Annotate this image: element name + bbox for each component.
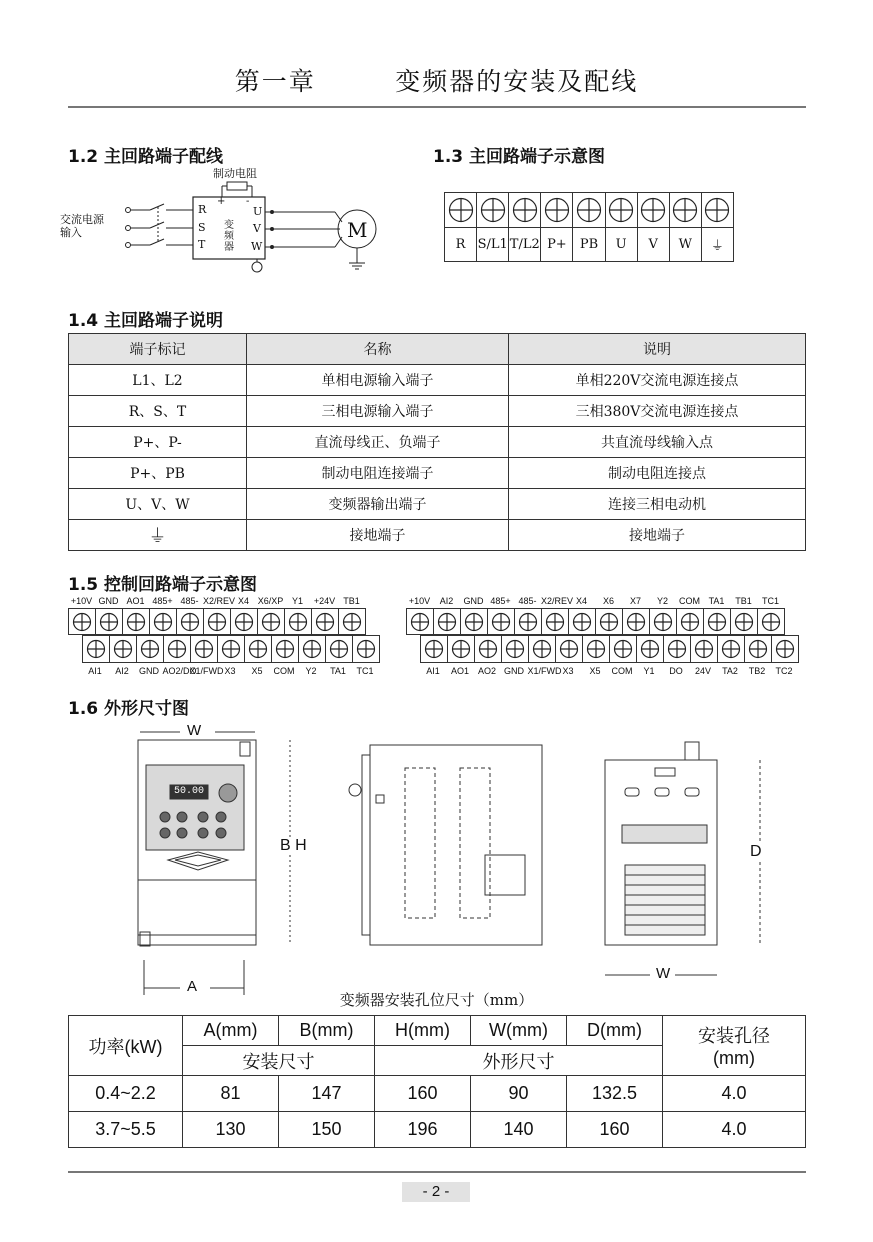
dimension-caption: 变频器安装孔位尺寸（mm） <box>339 991 534 1009</box>
control-terminal-label: AI1 <box>426 666 440 676</box>
control-terminal-label: COM <box>611 666 633 676</box>
control-terminal <box>475 636 502 663</box>
screw-icon <box>586 639 606 659</box>
screw-icon <box>140 639 160 659</box>
screw-icon <box>207 612 227 632</box>
screw-icon <box>704 197 730 223</box>
table-cell: 制动电阻连接端子 <box>247 458 509 489</box>
table-cell: L1、L2 <box>69 365 247 396</box>
control-terminal <box>164 636 191 663</box>
hole-header-line1: 安装孔径 <box>698 1026 770 1046</box>
page-number: - 2 - <box>402 1182 470 1202</box>
control-terminal <box>110 636 137 663</box>
main-terminal-6 <box>638 193 670 261</box>
section-1-4-heading: 1.4 主回路端子说明 <box>68 311 224 331</box>
main-terminal-2 <box>509 193 541 261</box>
control-terminal <box>218 636 245 663</box>
outline-group-header: 外形尺寸 <box>375 1046 663 1076</box>
table-header-row <box>69 334 806 365</box>
control-terminal <box>502 636 529 663</box>
control-terminal-label: +24V <box>313 596 336 606</box>
power-header: 功率(kW) <box>69 1016 183 1076</box>
control-terminal-label: AO1 <box>126 596 145 606</box>
screw-icon <box>640 639 660 659</box>
screw-icon <box>275 639 295 659</box>
control-terminal-label: GND <box>139 666 159 676</box>
dimension-table <box>68 1015 806 1148</box>
screw-icon <box>576 197 602 223</box>
table-cell: 变频器输出端子 <box>247 489 509 520</box>
dim-cell: 90 <box>471 1076 567 1112</box>
screw-icon <box>721 639 741 659</box>
control-terminal <box>623 608 650 635</box>
control-terminal-label: AI2 <box>439 596 454 606</box>
control-terminal <box>529 636 556 663</box>
screw-icon <box>288 612 308 632</box>
control-terminal-label: X5 <box>589 666 601 676</box>
dim-cell: 4.0 <box>663 1112 806 1148</box>
control-terminal <box>691 636 718 663</box>
screw-icon <box>518 612 538 632</box>
control-terminal-label: COM <box>273 666 295 676</box>
table-cell: 单相220V交流电源连接点 <box>509 365 806 396</box>
control-terminal <box>123 608 150 635</box>
control-terminal-label: +10V <box>70 596 93 606</box>
control-terminal-label: Y2 <box>305 666 317 676</box>
control-terminal <box>312 608 339 635</box>
screw-icon <box>545 612 565 632</box>
main-terminal-label: W <box>678 237 692 252</box>
screw-icon <box>599 612 619 632</box>
control-terminal-label: TB1 <box>735 596 752 606</box>
screw-icon <box>613 639 633 659</box>
terminal-v-label: V <box>253 222 261 235</box>
screw-icon <box>512 197 538 223</box>
dim-cell: 130 <box>183 1112 279 1148</box>
screw-icon <box>491 612 511 632</box>
table-cell: P+、PB <box>69 458 247 489</box>
dim-cell: 140 <box>471 1112 567 1148</box>
control-terminal <box>650 608 677 635</box>
screw-icon <box>672 197 698 223</box>
table-cell: 连接三相电动机 <box>509 489 806 520</box>
screw-icon <box>86 639 106 659</box>
control-terminal-label: AO2 <box>477 666 496 676</box>
table-row <box>69 396 806 427</box>
dim-cell: 160 <box>567 1112 663 1148</box>
control-terminal <box>204 608 231 635</box>
page-title <box>0 62 873 98</box>
screw-icon <box>653 612 673 632</box>
dim-cell: 147 <box>279 1076 375 1112</box>
col-h-header: H(mm) <box>375 1016 471 1046</box>
screw-icon <box>126 612 146 632</box>
dim-header-row <box>69 1016 806 1046</box>
screw-icon <box>667 639 687 659</box>
dim-cell: 150 <box>279 1112 375 1148</box>
screw-icon <box>544 197 570 223</box>
control-terminal-label: 24V <box>694 666 711 676</box>
table-cell: ⏚ <box>69 520 247 551</box>
control-terminal <box>718 636 745 663</box>
control-terminal-row-bottom <box>82 635 380 663</box>
main-terminal-label: R <box>455 237 466 252</box>
screw-icon <box>761 612 781 632</box>
section-1-6-heading: 1.6 外形尺寸图 <box>68 699 190 719</box>
control-terminal-label: 485- <box>518 596 537 606</box>
control-terminal <box>285 608 312 635</box>
main-terminal-label: P+ <box>547 237 567 252</box>
brake-resistor-label: 制动电阻 <box>213 167 257 180</box>
outline-drawings <box>120 720 800 1000</box>
dim-cell: 132.5 <box>567 1076 663 1112</box>
control-terminal <box>69 608 96 635</box>
main-terminal-label: S/L1 <box>477 237 508 252</box>
footer-rule <box>68 1171 806 1173</box>
control-terminal-label: AO2/DO <box>162 666 197 676</box>
control-terminal-label: GND <box>463 596 484 606</box>
chapter-title: 变频器的安装及配线 <box>395 67 639 96</box>
screw-icon <box>410 612 430 632</box>
dim-cell: 0.4~2.2 <box>69 1076 183 1112</box>
screw-icon <box>775 639 795 659</box>
control-terminal-label: TC2 <box>775 666 793 676</box>
terminal-w-label: W <box>251 240 263 253</box>
screw-icon <box>640 197 666 223</box>
control-terminal-row-bottom <box>420 635 799 663</box>
hole-header <box>663 1016 806 1076</box>
col-d-header: D(mm) <box>567 1016 663 1046</box>
w-dimension-label-back: W <box>656 965 671 982</box>
ac-label-line2: 输入 <box>60 226 82 239</box>
hole-header-line2: (mm) <box>713 1048 755 1068</box>
dim-row <box>69 1112 806 1148</box>
control-terminal <box>96 608 123 635</box>
control-terminal <box>745 636 772 663</box>
terminal-minus-label: - <box>246 196 250 207</box>
control-terminal-label: +10V <box>408 596 431 606</box>
screw-icon <box>608 197 634 223</box>
control-terminal-label: X3 <box>562 666 574 676</box>
control-terminal <box>488 608 515 635</box>
a-dimension-label: A <box>187 978 198 995</box>
screw-icon <box>261 612 281 632</box>
control-terminal-label: Y1 <box>291 596 303 606</box>
control-terminal-label: X6/XP <box>257 596 284 606</box>
screw-icon <box>480 197 506 223</box>
terminal-r-label: R <box>198 203 207 216</box>
screw-icon <box>194 639 214 659</box>
control-terminal <box>177 608 204 635</box>
main-terminal-3 <box>541 193 573 261</box>
control-terminal-label: AI1 <box>88 666 102 676</box>
control-terminal <box>231 608 258 635</box>
screw-icon <box>626 612 646 632</box>
control-terminal <box>83 636 110 663</box>
control-terminal-label: DO <box>669 666 683 676</box>
screw-icon <box>680 612 700 632</box>
screw-icon <box>437 612 457 632</box>
control-terminal <box>245 636 272 663</box>
control-terminal <box>596 608 623 635</box>
control-terminal <box>637 636 664 663</box>
main-terminal-0 <box>445 193 477 261</box>
screw-icon <box>572 612 592 632</box>
screw-icon <box>559 639 579 659</box>
control-terminal <box>299 636 326 663</box>
control-terminal <box>448 636 475 663</box>
control-terminal-label: X2/REV <box>541 596 574 606</box>
control-terminal-block-right <box>406 596 806 680</box>
control-terminal-label: Y1 <box>643 666 655 676</box>
control-terminal-label: TC1 <box>356 666 374 676</box>
screw-icon <box>72 612 92 632</box>
control-terminal <box>583 636 610 663</box>
ac-input-label <box>60 213 104 239</box>
dim-cell: 196 <box>375 1112 471 1148</box>
control-terminal-label: X1/FWD <box>527 666 562 676</box>
section-1-5-heading: 1.5 控制回路端子示意图 <box>68 575 258 595</box>
control-terminal-label: AO1 <box>450 666 469 676</box>
main-terminal-4 <box>573 193 605 261</box>
main-terminal-label: U <box>615 237 627 252</box>
col-a-header: A(mm) <box>183 1016 279 1046</box>
screw-icon <box>99 612 119 632</box>
control-terminal <box>704 608 731 635</box>
table-cell: 接地端子 <box>509 520 806 551</box>
control-terminal-row-top <box>406 608 785 635</box>
table-cell: 三相380V交流电源连接点 <box>509 396 806 427</box>
main-terminal-block <box>444 192 734 262</box>
control-terminal <box>434 608 461 635</box>
control-terminal-label: X3 <box>224 666 236 676</box>
table-row <box>69 520 806 551</box>
control-terminal <box>326 636 353 663</box>
control-terminal <box>569 608 596 635</box>
screw-icon <box>167 639 187 659</box>
screw-icon <box>315 612 335 632</box>
control-terminal-label: TA1 <box>708 596 725 606</box>
control-terminal-label: Y2 <box>656 596 668 606</box>
main-terminal-5 <box>606 193 638 261</box>
control-terminal <box>137 636 164 663</box>
screw-icon <box>221 639 241 659</box>
table-row <box>69 489 806 520</box>
control-terminal-label: TB2 <box>748 666 766 676</box>
table-cell: P+、P- <box>69 427 247 458</box>
control-terminal-label: X2/REV <box>203 596 236 606</box>
col-b-header: B(mm) <box>279 1016 375 1046</box>
screw-icon <box>248 639 268 659</box>
table-cell: R、S、T <box>69 396 247 427</box>
main-terminal-label: V <box>648 237 658 252</box>
bh-dimension-label: B H <box>280 837 307 854</box>
main-terminal-label: ⏚ <box>710 239 724 254</box>
outline-svg <box>120 720 800 1000</box>
motor-label: M <box>347 218 368 242</box>
dim-cell: 4.0 <box>663 1076 806 1112</box>
control-terminal <box>758 608 785 635</box>
install-group-header: 安装尺寸 <box>183 1046 375 1076</box>
control-terminal <box>556 636 583 663</box>
screw-icon <box>448 197 474 223</box>
main-terminal-label: PB <box>579 237 599 252</box>
screw-icon <box>342 612 362 632</box>
control-terminal <box>542 608 569 635</box>
control-terminal <box>258 608 285 635</box>
control-terminal <box>515 608 542 635</box>
control-terminal <box>610 636 637 663</box>
control-terminal <box>339 608 366 635</box>
screw-icon <box>113 639 133 659</box>
table-row <box>69 458 806 489</box>
dim-row <box>69 1076 806 1112</box>
control-terminal <box>461 608 488 635</box>
header-rule <box>68 106 806 108</box>
screw-icon <box>451 639 471 659</box>
table-row <box>69 365 806 396</box>
col-w-header: W(mm) <box>471 1016 567 1046</box>
screw-icon <box>694 639 714 659</box>
screw-icon <box>707 612 727 632</box>
screw-icon <box>153 612 173 632</box>
control-terminal <box>272 636 299 663</box>
inverter-char: 器 <box>224 242 234 253</box>
table-cell: 单相电源输入端子 <box>247 365 509 396</box>
screw-icon <box>180 612 200 632</box>
control-terminal <box>353 636 380 663</box>
main-terminal-label: T/L2 <box>509 237 540 252</box>
control-terminal-label: 485- <box>180 596 199 606</box>
screw-icon <box>329 639 349 659</box>
terminal-s-label: S <box>198 221 206 234</box>
ac-label-line1: 交流电源 <box>60 213 104 226</box>
control-terminal <box>772 636 799 663</box>
screw-icon <box>424 639 444 659</box>
control-terminal-label: X6 <box>602 596 614 606</box>
control-terminal-label: 485+ <box>152 596 173 606</box>
terminal-u-label: U <box>253 205 263 218</box>
control-terminal-label: GND <box>504 666 524 676</box>
section-1-3-heading: 1.3 主回路端子示意图 <box>433 147 606 167</box>
main-terminal-7 <box>670 193 702 261</box>
control-terminal-label: TC1 <box>761 596 779 606</box>
dim-cell: 160 <box>375 1076 471 1112</box>
control-terminal-label: X5 <box>251 666 263 676</box>
keypad-display: 50.00 <box>173 786 204 797</box>
control-terminal <box>191 636 218 663</box>
table-row <box>69 427 806 458</box>
main-terminal-8 <box>702 193 733 261</box>
control-terminal <box>664 636 691 663</box>
col-header: 端子标记 <box>69 334 247 365</box>
control-terminal-label: X7 <box>629 596 641 606</box>
control-terminal-label: AI2 <box>115 666 129 676</box>
control-terminal-row-top <box>68 608 366 635</box>
screw-icon <box>234 612 254 632</box>
terminal-t-label: T <box>198 238 206 251</box>
terminal-description-table <box>68 333 806 551</box>
control-terminal-block-left <box>68 596 390 680</box>
screw-icon <box>505 639 525 659</box>
inverter-char: 变 <box>224 220 234 231</box>
terminal-plus-label: + <box>217 196 226 207</box>
main-terminal-1 <box>477 193 509 261</box>
screw-icon <box>532 639 552 659</box>
control-terminal-label: X4 <box>237 596 249 606</box>
control-terminal-label: X1/FWD <box>189 666 224 676</box>
control-terminal-label: TA1 <box>330 666 346 676</box>
control-terminal <box>731 608 758 635</box>
screw-icon <box>478 639 498 659</box>
screw-icon <box>464 612 484 632</box>
section-1-2-heading: 1.2 主回路端子配线 <box>68 147 224 167</box>
table-cell: 制动电阻连接点 <box>509 458 806 489</box>
table-cell: 三相电源输入端子 <box>247 396 509 427</box>
control-terminal <box>150 608 177 635</box>
table-cell: 共直流母线输入点 <box>509 427 806 458</box>
col-header: 名称 <box>247 334 509 365</box>
chapter-label: 第一章 <box>234 67 316 96</box>
screw-icon <box>748 639 768 659</box>
inverter-char: 频 <box>224 231 234 242</box>
main-wiring-diagram <box>60 165 400 280</box>
screw-icon <box>302 639 322 659</box>
screw-icon <box>356 639 376 659</box>
control-terminal-label: TA2 <box>722 666 738 676</box>
table-cell: 接地端子 <box>247 520 509 551</box>
w-dimension-label: W <box>187 722 202 739</box>
control-terminal-label: COM <box>679 596 700 606</box>
screw-icon <box>734 612 754 632</box>
d-dimension-label: D <box>750 843 762 860</box>
inverter-label <box>224 220 234 253</box>
control-terminal <box>677 608 704 635</box>
dim-cell: 3.7~5.5 <box>69 1112 183 1148</box>
control-terminal-label: GND <box>98 596 119 606</box>
table-cell: U、V、W <box>69 489 247 520</box>
control-terminal <box>421 636 448 663</box>
table-cell: 直流母线正、负端子 <box>247 427 509 458</box>
control-terminal-label: 485+ <box>490 596 511 606</box>
col-header: 说明 <box>509 334 806 365</box>
dim-cell: 81 <box>183 1076 279 1112</box>
control-terminal-label: X4 <box>575 596 587 606</box>
control-terminal-label: TB1 <box>343 596 360 606</box>
control-terminal <box>407 608 434 635</box>
